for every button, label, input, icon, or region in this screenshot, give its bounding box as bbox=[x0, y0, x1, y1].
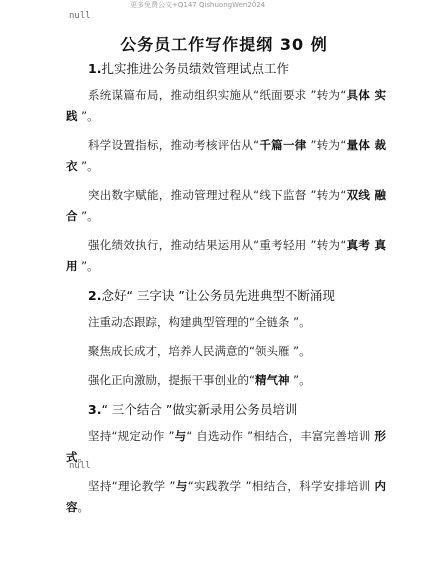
para-bold: 千篇一律 bbox=[259, 138, 307, 152]
paragraph bbox=[66, 312, 386, 333]
para-bold: 具体 实践 bbox=[66, 88, 386, 123]
para-text: 聚焦成长成才，培养人民满意的“领头雁 ”。 bbox=[88, 344, 311, 358]
header-watermark: 更多免费公文+Q147 QishuongWen2024 bbox=[130, 1, 266, 9]
para-text: ”。 bbox=[289, 373, 311, 387]
para-text: “ 自选动作 ”相结合，丰富完善培训 bbox=[186, 429, 375, 443]
section-heading-2 bbox=[88, 285, 386, 306]
para-text: 。 bbox=[77, 450, 89, 464]
para-text: 系统谋篇布局，推动组织实施从“纸面要求 ”转为“ bbox=[88, 88, 347, 102]
para-text: ”转为“ bbox=[306, 138, 347, 152]
para-text: ”。 bbox=[77, 259, 99, 273]
paragraph bbox=[66, 370, 386, 391]
para-text: ”。 bbox=[77, 159, 99, 173]
para-bold: 内容 bbox=[66, 479, 386, 514]
para-text: 强化正向激励，提振干事创业的“ bbox=[88, 373, 255, 387]
section-heading-3 bbox=[88, 399, 386, 420]
para-text: 强化绩效执行，推动结果运用从“重考轻用 ”转为“ bbox=[88, 238, 347, 252]
para-bold: 精气神 bbox=[254, 373, 290, 387]
para-bold: 形式 bbox=[66, 429, 386, 464]
paragraph bbox=[66, 426, 386, 468]
paragraph bbox=[66, 85, 386, 127]
section-number: 1. bbox=[88, 61, 102, 76]
para-text: ”。 bbox=[77, 209, 99, 223]
section-number: 2. bbox=[88, 288, 102, 303]
para-text: 。 bbox=[77, 500, 89, 514]
paragraph bbox=[66, 235, 386, 277]
paragraph bbox=[66, 476, 386, 518]
document-title: 公务员工作写作提纲 30 例 bbox=[120, 35, 328, 54]
section-heading-text: “ 三个结合 ”做实新录用公务员培训 bbox=[101, 402, 298, 417]
paragraph bbox=[66, 135, 386, 177]
null-label-bottom: null bbox=[69, 461, 91, 471]
document-body bbox=[66, 58, 386, 526]
paragraph bbox=[66, 185, 386, 227]
section-heading-text: 扎实推进公务员绩效管理试点工作 bbox=[101, 61, 289, 76]
para-text: ”。 bbox=[77, 109, 99, 123]
para-text: 突出数字赋能，推动管理过程从“线下监督 ”转为“ bbox=[88, 188, 347, 202]
para-bold: 与 bbox=[175, 479, 188, 493]
section-number: 3. bbox=[88, 402, 102, 417]
null-label-top: null bbox=[69, 11, 91, 21]
para-text: 坚持“理论教学 ” bbox=[88, 479, 176, 493]
paragraph bbox=[66, 341, 386, 362]
para-bold: 双线 融合 bbox=[66, 188, 386, 223]
para-bold: 与 bbox=[174, 429, 187, 443]
section-heading-1 bbox=[88, 58, 386, 79]
para-text: “实践教学 ”相结合，科学安排培训 bbox=[187, 479, 375, 493]
para-text: 注重动态跟踪，构建典型管理的“全链条 ”。 bbox=[88, 315, 311, 329]
section-heading-text: 念好“ 三字诀 ”让公务员先进典型不断涌现 bbox=[101, 288, 335, 303]
para-bold: 真考 真用 bbox=[66, 238, 386, 273]
para-bold: 量体 裁衣 bbox=[66, 138, 386, 173]
para-text: 科学设置指标，推动考核评估从“ bbox=[88, 138, 260, 152]
para-text: 坚持“规定动作 ” bbox=[88, 429, 175, 443]
